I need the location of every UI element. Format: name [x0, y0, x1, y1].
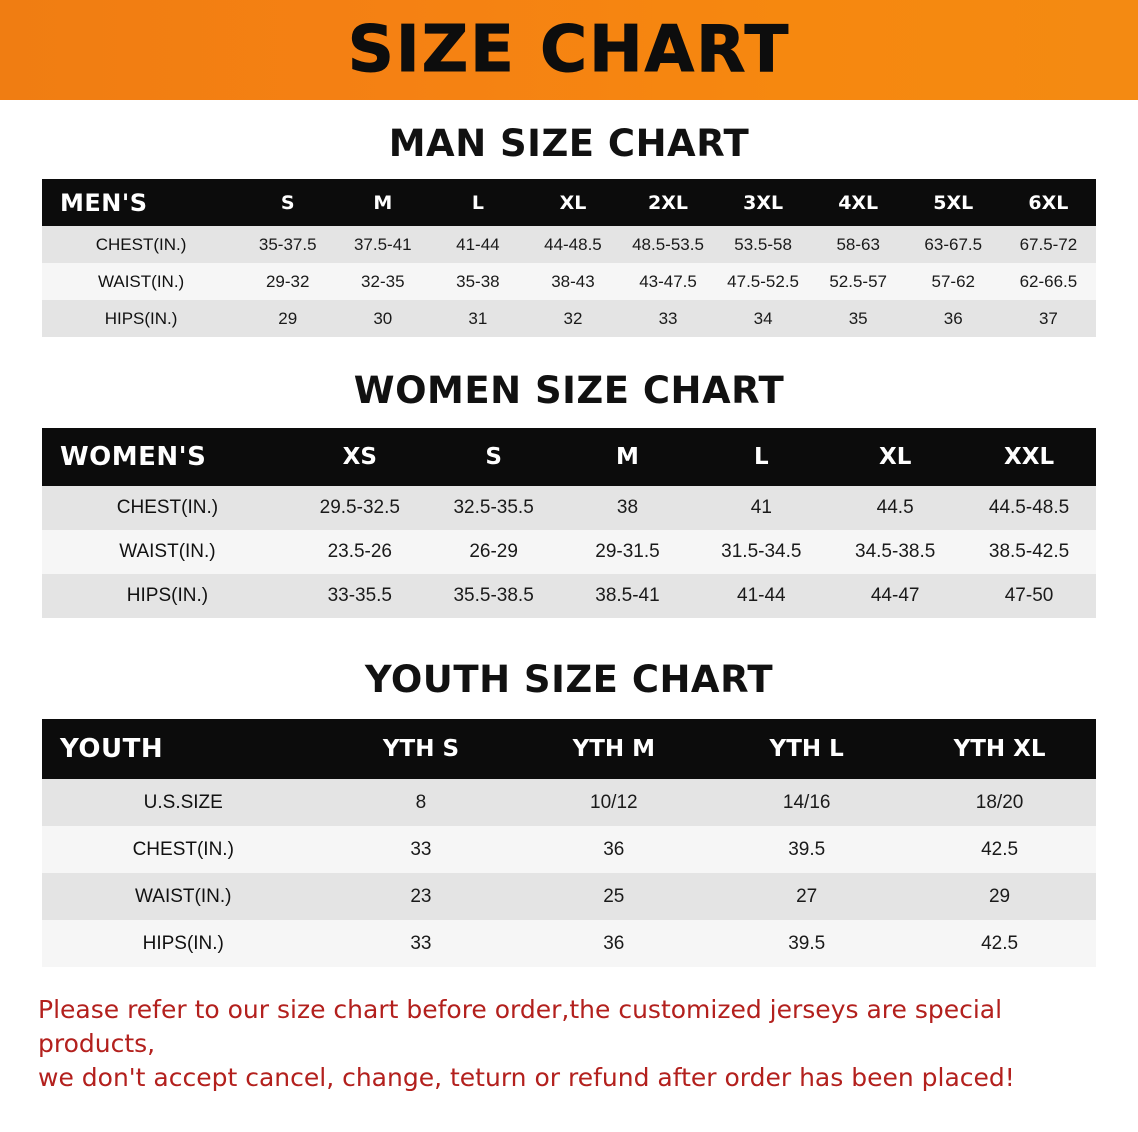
table-cell: 23.5-26: [293, 530, 427, 574]
man-table-body: [42, 226, 1096, 337]
table-cell: 44.5: [828, 486, 962, 530]
youth-header-cell: YOUTH: [42, 719, 325, 779]
table-cell: 39.5: [710, 920, 903, 967]
policy-note-line-1: Please refer to our size chart before order,the customized jerseys are special products,: [38, 995, 1003, 1058]
table-cell: 29: [240, 300, 335, 337]
table-cell: 47.5-52.5: [716, 263, 811, 300]
row-label: WAIST(IN.): [42, 873, 325, 920]
row-label: U.S.SIZE: [42, 779, 325, 826]
table-header-row: [42, 428, 1096, 486]
row-label: CHEST(IN.): [42, 826, 325, 873]
women-header-cell: XXL: [962, 428, 1096, 486]
table-cell: 29: [903, 873, 1096, 920]
table-cell: 32.5-35.5: [427, 486, 561, 530]
table-row: [42, 779, 1096, 826]
banner-title: SIZE CHART: [347, 13, 791, 87]
table-cell: 23: [325, 873, 518, 920]
table-cell: 36: [906, 300, 1001, 337]
table-cell: 33: [620, 300, 715, 337]
table-row: [42, 530, 1096, 574]
table-cell: 35-37.5: [240, 226, 335, 263]
table-row: [42, 873, 1096, 920]
women-size-table: [42, 428, 1096, 618]
youth-header-cell: YTH L: [710, 719, 903, 779]
row-label: HIPS(IN.): [42, 920, 325, 967]
table-cell: 33-35.5: [293, 574, 427, 618]
table-cell: 29-32: [240, 263, 335, 300]
row-label: HIPS(IN.): [42, 300, 240, 337]
table-cell: 35-38: [430, 263, 525, 300]
banner: [0, 0, 1138, 100]
women-header-cell: XS: [293, 428, 427, 486]
table-header-row: [42, 719, 1096, 779]
table-cell: 67.5-72: [1001, 226, 1096, 263]
table-cell: 38: [561, 486, 695, 530]
man-table-wrap: [0, 179, 1138, 337]
women-section-title: WOMEN SIZE CHART: [353, 369, 785, 412]
table-cell: 48.5-53.5: [620, 226, 715, 263]
table-row: [42, 920, 1096, 967]
women-table-head: [42, 428, 1096, 486]
man-header-cell: L: [430, 179, 525, 226]
table-cell: 33: [325, 826, 518, 873]
table-cell: 52.5-57: [811, 263, 906, 300]
table-cell: 31.5-34.5: [694, 530, 828, 574]
table-cell: 33: [325, 920, 518, 967]
policy-note-line-2: we don't accept cancel, change, teturn or refund after order has been placed!: [38, 1062, 1015, 1092]
man-table-head: [42, 179, 1096, 226]
table-header-row: [42, 179, 1096, 226]
table-cell: 62-66.5: [1001, 263, 1096, 300]
table-cell: 38.5-41: [561, 574, 695, 618]
table-cell: 8: [325, 779, 518, 826]
man-header-cell: 5XL: [906, 179, 1001, 226]
man-header-cell: 6XL: [1001, 179, 1096, 226]
table-cell: 31: [430, 300, 525, 337]
table-row: [42, 300, 1096, 337]
table-cell: 18/20: [903, 779, 1096, 826]
man-header-cell: 4XL: [811, 179, 906, 226]
table-cell: 36: [517, 920, 710, 967]
women-header-cell: WOMEN'S: [42, 428, 293, 486]
youth-table-body: [42, 779, 1096, 967]
women-header-cell: S: [427, 428, 561, 486]
table-cell: 44-48.5: [525, 226, 620, 263]
row-label: WAIST(IN.): [42, 263, 240, 300]
man-section-title: MAN SIZE CHART: [388, 122, 750, 165]
table-cell: 57-62: [906, 263, 1001, 300]
table-cell: 36: [517, 826, 710, 873]
women-header-cell: XL: [828, 428, 962, 486]
man-header-cell: S: [240, 179, 335, 226]
youth-header-cell: YTH XL: [903, 719, 1096, 779]
man-header-cell: 2XL: [620, 179, 715, 226]
row-label: WAIST(IN.): [42, 530, 293, 574]
table-cell: 29.5-32.5: [293, 486, 427, 530]
table-cell: 30: [335, 300, 430, 337]
row-label: CHEST(IN.): [42, 486, 293, 530]
table-cell: 34: [716, 300, 811, 337]
table-cell: 44-47: [828, 574, 962, 618]
man-header-cell: MEN'S: [42, 179, 240, 226]
youth-size-table: [42, 719, 1096, 967]
man-header-cell: XL: [525, 179, 620, 226]
man-header-cell: M: [335, 179, 430, 226]
table-cell: 27: [710, 873, 903, 920]
table-row: [42, 574, 1096, 618]
women-table-body: [42, 486, 1096, 618]
table-cell: 47-50: [962, 574, 1096, 618]
table-cell: 25: [517, 873, 710, 920]
youth-header-cell: YTH M: [517, 719, 710, 779]
table-cell: 35: [811, 300, 906, 337]
table-cell: 14/16: [710, 779, 903, 826]
table-cell: 53.5-58: [716, 226, 811, 263]
women-table-wrap: [0, 428, 1138, 618]
table-cell: 37: [1001, 300, 1096, 337]
table-cell: 29-31.5: [561, 530, 695, 574]
table-cell: 42.5: [903, 826, 1096, 873]
table-cell: 58-63: [811, 226, 906, 263]
table-cell: 34.5-38.5: [828, 530, 962, 574]
youth-section-title: YOUTH SIZE CHART: [364, 658, 774, 701]
table-cell: 38.5-42.5: [962, 530, 1096, 574]
man-header-cell: 3XL: [716, 179, 811, 226]
row-label: CHEST(IN.): [42, 226, 240, 263]
table-cell: 39.5: [710, 826, 903, 873]
policy-note: [38, 993, 1100, 1094]
table-cell: 41-44: [430, 226, 525, 263]
table-cell: 42.5: [903, 920, 1096, 967]
table-cell: 32: [525, 300, 620, 337]
table-cell: 41: [694, 486, 828, 530]
women-header-cell: L: [694, 428, 828, 486]
table-cell: 35.5-38.5: [427, 574, 561, 618]
man-size-table: [42, 179, 1096, 337]
women-header-cell: M: [561, 428, 695, 486]
table-row: [42, 826, 1096, 873]
table-cell: 10/12: [517, 779, 710, 826]
table-row: [42, 226, 1096, 263]
youth-table-wrap: [0, 719, 1138, 967]
table-cell: 26-29: [427, 530, 561, 574]
table-cell: 41-44: [694, 574, 828, 618]
table-cell: 63-67.5: [906, 226, 1001, 263]
table-cell: 38-43: [525, 263, 620, 300]
youth-header-cell: YTH S: [325, 719, 518, 779]
table-cell: 37.5-41: [335, 226, 430, 263]
table-cell: 44.5-48.5: [962, 486, 1096, 530]
table-row: [42, 486, 1096, 530]
youth-table-head: [42, 719, 1096, 779]
table-cell: 32-35: [335, 263, 430, 300]
table-row: [42, 263, 1096, 300]
table-cell: 43-47.5: [620, 263, 715, 300]
row-label: HIPS(IN.): [42, 574, 293, 618]
